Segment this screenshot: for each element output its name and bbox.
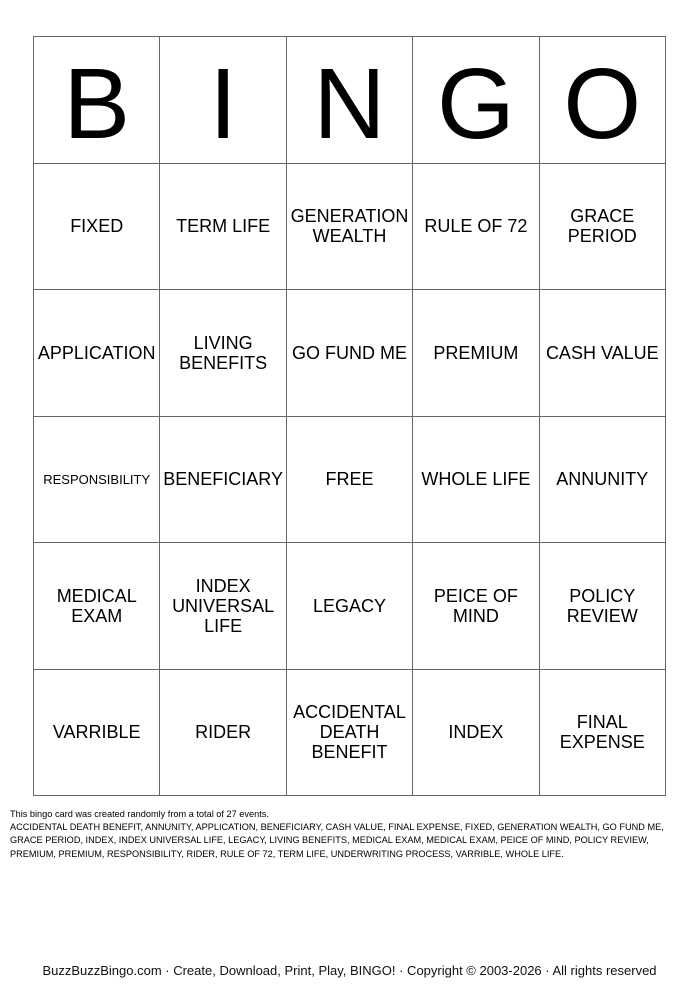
- header-letter-o: O: [540, 37, 666, 164]
- bingo-cell: VARRIBLE: [34, 670, 160, 797]
- bingo-cell: RULE OF 72: [413, 164, 539, 291]
- page-footer: BuzzBuzzBingo.com · Create, Download, Print, Play, BINGO! · Copyright © 2003-2026 · All rights reserved: [42, 963, 657, 978]
- bingo-cell: PREMIUM: [413, 290, 539, 417]
- bingo-cell: PEICE OF MIND: [413, 543, 539, 670]
- bingo-cell: POLICY REVIEW: [540, 543, 666, 670]
- bingo-card: [33, 36, 666, 796]
- bingo-cell: CASH VALUE: [540, 290, 666, 417]
- bingo-cell: GENERATION WEALTH: [287, 164, 413, 291]
- bingo-cell: BENEFICIARY: [160, 417, 286, 544]
- bingo-cell-free: FREE: [287, 417, 413, 544]
- card-info-summary: This bingo card was created randomly from a total of 27 events.: [10, 809, 269, 819]
- header-letter-g: G: [413, 37, 539, 164]
- card-info-events: ACCIDENTAL DEATH BENEFIT, ANNUNITY, APPLICATION, BENEFICIARY, CASH VALUE, FINAL EXPENSE, FIXED, GENERATION WEALTH, GO FUND ME, GRACE PERIOD, INDEX, INDEX UNIVERSAL LIFE, LEGACY, LIVING BENEFITS, MEDICAL EXAM, MEDICAL EXAM, PEICE OF MIND, POLICY REVIEW, PREMIUM, PREMIUM, RESPONSIBILITY, RIDER, RULE OF 72, TERM LIFE, UNDERWRITING PROCESS, VARRIBLE, WHOLE LIFE.: [10, 822, 664, 859]
- header-letter-i: I: [160, 37, 286, 164]
- bingo-cell: TERM LIFE: [160, 164, 286, 291]
- bingo-cell: INDEX: [413, 670, 539, 797]
- bingo-cell: INDEX UNIVERSAL LIFE: [160, 543, 286, 670]
- bingo-cell: MEDICAL EXAM: [34, 543, 160, 670]
- bingo-cell: GO FUND ME: [287, 290, 413, 417]
- bingo-cell: FINAL EXPENSE: [540, 670, 666, 797]
- bingo-cell: FIXED: [34, 164, 160, 291]
- bingo-cell: LEGACY: [287, 543, 413, 670]
- bingo-cell: WHOLE LIFE: [413, 417, 539, 544]
- bingo-cell: ACCIDENTAL DEATH BENEFIT: [287, 670, 413, 797]
- header-letter-n: N: [287, 37, 413, 164]
- bingo-cell: RESPONSIBILITY: [34, 417, 160, 544]
- bingo-cell: APPLICATION: [34, 290, 160, 417]
- bingo-cell: GRACE PERIOD: [540, 164, 666, 291]
- bingo-cell: ANNUNITY: [540, 417, 666, 544]
- card-info: [10, 808, 692, 861]
- bingo-cell: LIVING BENEFITS: [160, 290, 286, 417]
- bingo-cell: RIDER: [160, 670, 286, 797]
- header-letter-b: B: [34, 37, 160, 164]
